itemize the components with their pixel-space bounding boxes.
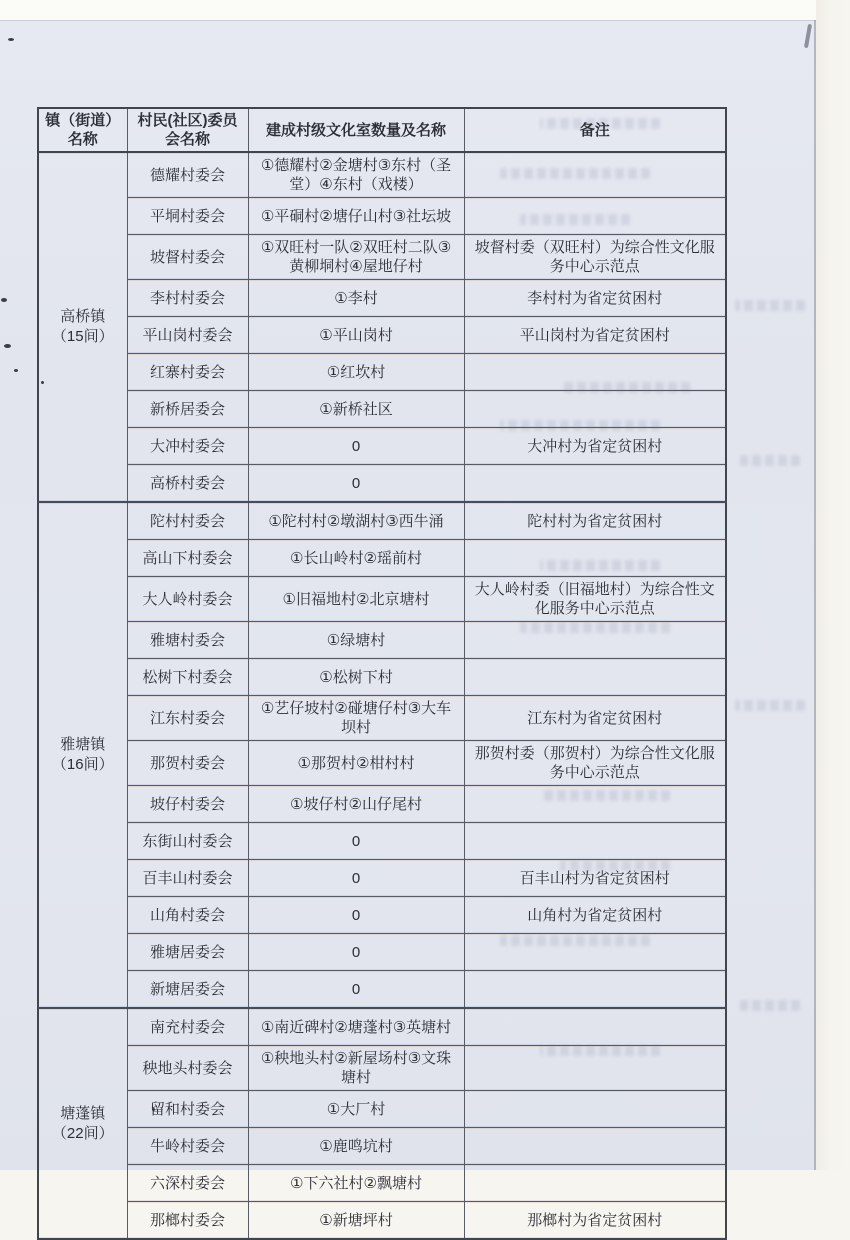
remark-cell <box>464 152 726 198</box>
rooms-list-cell: 0 <box>248 823 464 860</box>
header-rooms: 建成村级文化室数量及名称 <box>248 108 464 152</box>
committee-name-cell: 南充村委会 <box>127 1008 248 1046</box>
table-row <box>38 1165 726 1202</box>
rooms-list-cell: ①绿塘村 <box>248 622 464 659</box>
rooms-list-cell: 0 <box>248 971 464 1009</box>
committee-name-cell: 松树下村委会 <box>127 659 248 696</box>
table-row <box>38 502 726 540</box>
remark-cell <box>464 786 726 823</box>
committee-name-cell: 坡仔村委会 <box>127 786 248 823</box>
town-room-count: （22间） <box>51 1124 114 1142</box>
rooms-list-cell: ①南近碑村②塘蓬村③英塘村 <box>248 1008 464 1046</box>
rooms-list-cell: ①陀村村②墩湖村③西牛涌 <box>248 502 464 540</box>
table-header-row <box>38 108 726 152</box>
table-row <box>38 152 726 198</box>
bleed-through-smudge <box>735 300 805 311</box>
table-body <box>38 152 726 1239</box>
header-committee: 村民(社区)委员会名称 <box>127 108 248 152</box>
table-row <box>38 1008 726 1046</box>
committee-name-cell: 高桥村委会 <box>127 465 248 503</box>
remark-cell <box>464 823 726 860</box>
rooms-list-cell: ①坡仔村②山仔尾村 <box>248 786 464 823</box>
remark-cell <box>464 354 726 391</box>
remark-cell: 那贺村委（那贺村）为综合性文化服务中心示范点 <box>464 741 726 786</box>
rooms-list-cell: ①新塘坪村 <box>248 1202 464 1240</box>
table-row <box>38 786 726 823</box>
table-row <box>38 235 726 280</box>
town-group-cell <box>38 152 127 502</box>
table-row <box>38 465 726 503</box>
table-row <box>38 428 726 465</box>
table-row <box>38 741 726 786</box>
bleed-through-smudge <box>735 700 805 711</box>
remark-cell <box>464 659 726 696</box>
remark-cell <box>464 1091 726 1128</box>
table-row <box>38 1046 726 1091</box>
committee-name-cell: 那贺村委会 <box>127 741 248 786</box>
committee-name-cell: 李村村委会 <box>127 280 248 317</box>
committee-name-cell: 山角村委会 <box>127 897 248 934</box>
committee-name-cell: 江东村委会 <box>127 696 248 741</box>
committee-name-cell: 红寨村委会 <box>127 354 248 391</box>
rooms-list-cell: ①鹿鸣坑村 <box>248 1128 464 1165</box>
bleed-through-smudge <box>740 455 800 466</box>
remark-cell: 李村村为省定贫困村 <box>464 280 726 317</box>
town-group-cell <box>38 502 127 1008</box>
table-row <box>38 354 726 391</box>
remark-cell <box>464 465 726 503</box>
committee-name-cell: 德耀村委会 <box>127 152 248 198</box>
rooms-list-cell: ①李村 <box>248 280 464 317</box>
remark-cell: 那榔村为省定贫困村 <box>464 1202 726 1240</box>
remark-cell <box>464 1046 726 1091</box>
remark-cell: 平山岗村为省定贫困村 <box>464 317 726 354</box>
table-row <box>38 1128 726 1165</box>
committee-name-cell: 秧地头村委会 <box>127 1046 248 1091</box>
committee-name-cell: 东街山村委会 <box>127 823 248 860</box>
rooms-list-cell: ①下六社村②飘塘村 <box>248 1165 464 1202</box>
remark-cell: 大冲村为省定贫困村 <box>464 428 726 465</box>
committee-name-cell: 新塘居委会 <box>127 971 248 1009</box>
rooms-list-cell: 0 <box>248 897 464 934</box>
rooms-list-cell: 0 <box>248 934 464 971</box>
committee-name-cell: 平山岗村委会 <box>127 317 248 354</box>
committee-name-cell: 雅塘村委会 <box>127 622 248 659</box>
rooms-list-cell: 0 <box>248 860 464 897</box>
remark-cell <box>464 1008 726 1046</box>
committee-name-cell: 那榔村委会 <box>127 1202 248 1240</box>
committee-name-cell: 百丰山村委会 <box>127 860 248 897</box>
remark-cell: 江东村为省定贫困村 <box>464 696 726 741</box>
committee-name-cell: 留和村委会 <box>127 1091 248 1128</box>
remark-cell: 百丰山村为省定贫困村 <box>464 860 726 897</box>
rooms-list-cell: ①双旺村一队②双旺村二队③黄柳垌村④屋地仔村 <box>248 235 464 280</box>
committee-name-cell: 六深村委会 <box>127 1165 248 1202</box>
remark-cell <box>464 1165 726 1202</box>
table-row <box>38 934 726 971</box>
scan-speck <box>8 38 14 41</box>
bleed-through-smudge <box>740 1000 800 1011</box>
town-room-count: （16间） <box>51 756 114 773</box>
rooms-list-cell: 0 <box>248 465 464 503</box>
committee-name-cell: 牛岭村委会 <box>127 1128 248 1165</box>
rooms-list-cell: ①松树下村 <box>248 659 464 696</box>
rooms-list-cell: ①旧福地村②北京塘村 <box>248 577 464 622</box>
town-group-cell <box>38 1008 127 1239</box>
table-row <box>38 971 726 1009</box>
table-row <box>38 317 726 354</box>
rooms-list-cell: ①新桥社区 <box>248 391 464 428</box>
scanner-right-margin <box>816 0 850 1170</box>
scan-speck <box>1 298 7 302</box>
remark-cell: 坡督村委（双旺村）为综合性文化服务中心示范点 <box>464 235 726 280</box>
table-row <box>38 198 726 235</box>
rooms-list-cell: ①德耀村②金塘村③东村（圣堂）④东村（戏楼） <box>248 152 464 198</box>
scan-speck <box>14 369 18 372</box>
remark-cell <box>464 622 726 659</box>
remark-cell <box>464 934 726 971</box>
remark-cell: 陀村村为省定贫困村 <box>464 502 726 540</box>
scanner-top-band <box>0 0 850 20</box>
table-row <box>38 1202 726 1240</box>
rooms-list-cell: ①长山岭村②瑶前村 <box>248 540 464 577</box>
committee-name-cell: 坡督村委会 <box>127 235 248 280</box>
committee-name-cell: 大冲村委会 <box>127 428 248 465</box>
header-town: 镇（街道）名称 <box>38 108 127 152</box>
committee-name-cell: 雅塘居委会 <box>127 934 248 971</box>
header-remark: 备注 <box>464 108 726 152</box>
table-row <box>38 577 726 622</box>
table-row <box>38 897 726 934</box>
committee-name-cell: 新桥居委会 <box>127 391 248 428</box>
rooms-list-cell: ①大厂村 <box>248 1091 464 1128</box>
remark-cell <box>464 391 726 428</box>
table-row <box>38 622 726 659</box>
rooms-list-cell: 0 <box>248 428 464 465</box>
scan-speck <box>4 344 11 348</box>
committee-name-cell: 高山下村委会 <box>127 540 248 577</box>
rooms-list-cell: ①秧地头村②新屋场村③文珠塘村 <box>248 1046 464 1091</box>
town-name: 塘蓬镇 <box>60 1104 106 1122</box>
table-row <box>38 659 726 696</box>
town-name: 雅塘镇 <box>60 736 106 753</box>
rooms-list-cell: ①红坎村 <box>248 354 464 391</box>
rooms-list-cell: ①艺仔坡村②碰塘仔村③大车坝村 <box>248 696 464 741</box>
rooms-list-cell: ①平山岗村 <box>248 317 464 354</box>
rooms-list-cell: ①平硐村②塘仔山村③社坛坡 <box>248 198 464 235</box>
committee-name-cell: 大人岭村委会 <box>127 577 248 622</box>
remark-cell: 大人岭村委（旧福地村）为综合性文化服务中心示范点 <box>464 577 726 622</box>
remark-cell <box>464 540 726 577</box>
table-row <box>38 540 726 577</box>
table-row <box>38 391 726 428</box>
cultural-rooms-table <box>37 107 727 1240</box>
remark-cell <box>464 971 726 1009</box>
remark-cell: 山角村为省定贫困村 <box>464 897 726 934</box>
committee-name-cell: 陀村村委会 <box>127 502 248 540</box>
remark-cell <box>464 1128 726 1165</box>
remark-cell <box>464 198 726 235</box>
committee-name-cell: 平垌村委会 <box>127 198 248 235</box>
table-row <box>38 860 726 897</box>
town-room-count: （15间） <box>51 328 114 345</box>
rooms-list-cell: ①那贺村②柑村村 <box>248 741 464 786</box>
table-row <box>38 1091 726 1128</box>
table-row <box>38 696 726 741</box>
table-row <box>38 280 726 317</box>
town-name: 高桥镇 <box>60 308 106 325</box>
table-row <box>38 823 726 860</box>
